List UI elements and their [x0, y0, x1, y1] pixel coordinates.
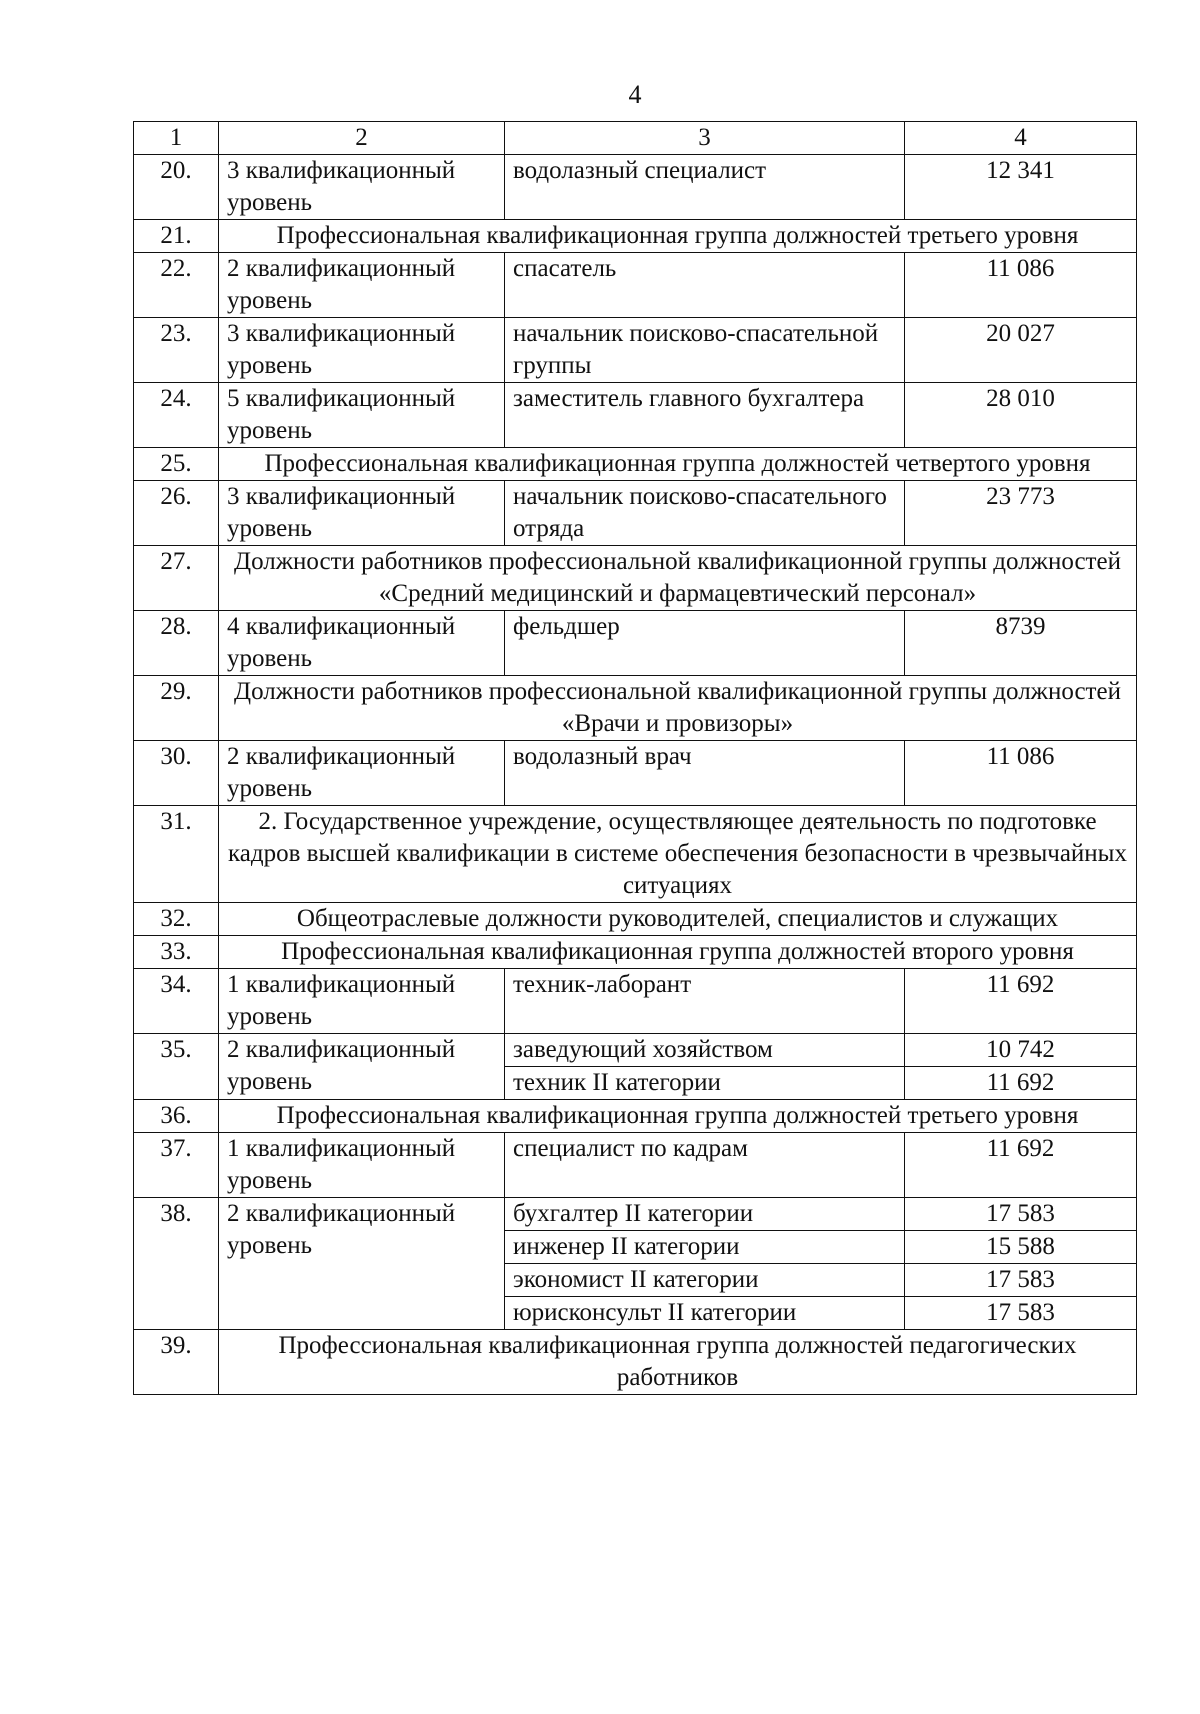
salary-value: 11 086: [905, 253, 1137, 318]
row-number: 36.: [134, 1100, 219, 1133]
table-row: [134, 1133, 1137, 1198]
salary-value: 8739: [905, 611, 1137, 676]
salary-value: 17 583: [905, 1264, 1137, 1297]
group-row: [134, 220, 1137, 253]
table-row: [134, 741, 1137, 806]
row-number: 39.: [134, 1330, 219, 1395]
salary-value: 20 027: [905, 318, 1137, 383]
row-number: 26.: [134, 481, 219, 546]
position-name: водолазный специалист: [505, 155, 905, 220]
header-cell: 2: [219, 122, 505, 155]
qualification-level: 2 квалификационный уровень: [219, 1034, 505, 1100]
position-name: начальник поисково-спасательного отряда: [505, 481, 905, 546]
table-row: [134, 969, 1137, 1034]
group-title: Должности работников профессиональной квалификационной группы должностей «Средний медицинский и фармацевтический персонал»: [219, 546, 1137, 611]
salary-value: 11 692: [905, 969, 1137, 1034]
table-row: [134, 1198, 1137, 1231]
salary-value: 11 086: [905, 741, 1137, 806]
salary-value: 28 010: [905, 383, 1137, 448]
table-row: [134, 155, 1137, 220]
position-name: фельдшер: [505, 611, 905, 676]
salary-value: 11 692: [905, 1133, 1137, 1198]
salary-value: 23 773: [905, 481, 1137, 546]
row-number: 31.: [134, 806, 219, 903]
salary-value: 11 692: [905, 1067, 1137, 1100]
group-title: Профессиональная квалификационная группа должностей четвертого уровня: [219, 448, 1137, 481]
header-cell: 1: [134, 122, 219, 155]
position-name: инженер II категории: [505, 1231, 905, 1264]
salary-value: 15 588: [905, 1231, 1137, 1264]
header-cell: 4: [905, 122, 1137, 155]
row-number: 32.: [134, 903, 219, 936]
qualification-level: 2 квалификационный уровень: [219, 1198, 505, 1330]
position-name: бухгалтер II категории: [505, 1198, 905, 1231]
header-row: [134, 122, 1137, 155]
position-name: техник II категории: [505, 1067, 905, 1100]
qualification-level: 1 квалификационный уровень: [219, 969, 505, 1034]
position-name: техник-лаборант: [505, 969, 905, 1034]
row-number: 38.: [134, 1198, 219, 1330]
row-number: 29.: [134, 676, 219, 741]
row-number: 33.: [134, 936, 219, 969]
position-name: спасатель: [505, 253, 905, 318]
salary-value: 17 583: [905, 1198, 1137, 1231]
row-number: 28.: [134, 611, 219, 676]
qualification-level: 3 квалификационный уровень: [219, 318, 505, 383]
salary-value: 10 742: [905, 1034, 1137, 1067]
page-number: 4: [628, 80, 642, 109]
group-row: [134, 806, 1137, 903]
table-row: [134, 383, 1137, 448]
row-number: 20.: [134, 155, 219, 220]
row-number: 27.: [134, 546, 219, 611]
position-name: юрисконсульт II категории: [505, 1297, 905, 1330]
salary-value: 17 583: [905, 1297, 1137, 1330]
row-number: 22.: [134, 253, 219, 318]
header-cell: 3: [505, 122, 905, 155]
group-row: [134, 1100, 1137, 1133]
row-number: 37.: [134, 1133, 219, 1198]
row-number: 34.: [134, 969, 219, 1034]
group-row: [134, 936, 1137, 969]
position-name: экономист II категории: [505, 1264, 905, 1297]
qualification-level: 1 квалификационный уровень: [219, 1133, 505, 1198]
group-title: Профессиональная квалификационная группа должностей педагогических работников: [219, 1330, 1137, 1395]
qualification-level: 3 квалификационный уровень: [219, 481, 505, 546]
position-name: заместитель главного бухгалтера: [505, 383, 905, 448]
row-number: 30.: [134, 741, 219, 806]
salary-value: 12 341: [905, 155, 1137, 220]
group-title: Общеотраслевые должности руководителей, специалистов и служащих: [219, 903, 1137, 936]
table-row: [134, 611, 1137, 676]
table-row: [134, 253, 1137, 318]
qualification-level: 2 квалификационный уровень: [219, 253, 505, 318]
group-row: [134, 448, 1137, 481]
group-title: Должности работников профессиональной квалификационной группы должностей «Врачи и провизоры»: [219, 676, 1137, 741]
position-name: заведующий хозяйством: [505, 1034, 905, 1067]
group-title: 2. Государственное учреждение, осуществляющее деятельность по подготовке кадров высшей квалификации в системе обеспечения безопасности в чрезвычайных ситуациях: [219, 806, 1137, 903]
group-title: Профессиональная квалификационная группа должностей третьего уровня: [219, 220, 1137, 253]
row-number: 35.: [134, 1034, 219, 1100]
group-title: Профессиональная квалификационная группа должностей второго уровня: [219, 936, 1137, 969]
group-row: [134, 676, 1137, 741]
row-number: 23.: [134, 318, 219, 383]
group-row: [134, 546, 1137, 611]
table-row: [134, 481, 1137, 546]
salary-table: [133, 121, 1137, 1395]
position-name: водолазный врач: [505, 741, 905, 806]
qualification-level: 2 квалификационный уровень: [219, 741, 505, 806]
qualification-level: 5 квалификационный уровень: [219, 383, 505, 448]
qualification-level: 4 квалификационный уровень: [219, 611, 505, 676]
group-title: Профессиональная квалификационная группа должностей третьего уровня: [219, 1100, 1137, 1133]
group-row: [134, 903, 1137, 936]
group-row: [134, 1330, 1137, 1395]
position-name: специалист по кадрам: [505, 1133, 905, 1198]
row-number: 21.: [134, 220, 219, 253]
row-number: 25.: [134, 448, 219, 481]
table-row: [134, 1034, 1137, 1067]
table-row: [134, 318, 1137, 383]
row-number: 24.: [134, 383, 219, 448]
qualification-level: 3 квалификационный уровень: [219, 155, 505, 220]
position-name: начальник поисково-спасательной группы: [505, 318, 905, 383]
